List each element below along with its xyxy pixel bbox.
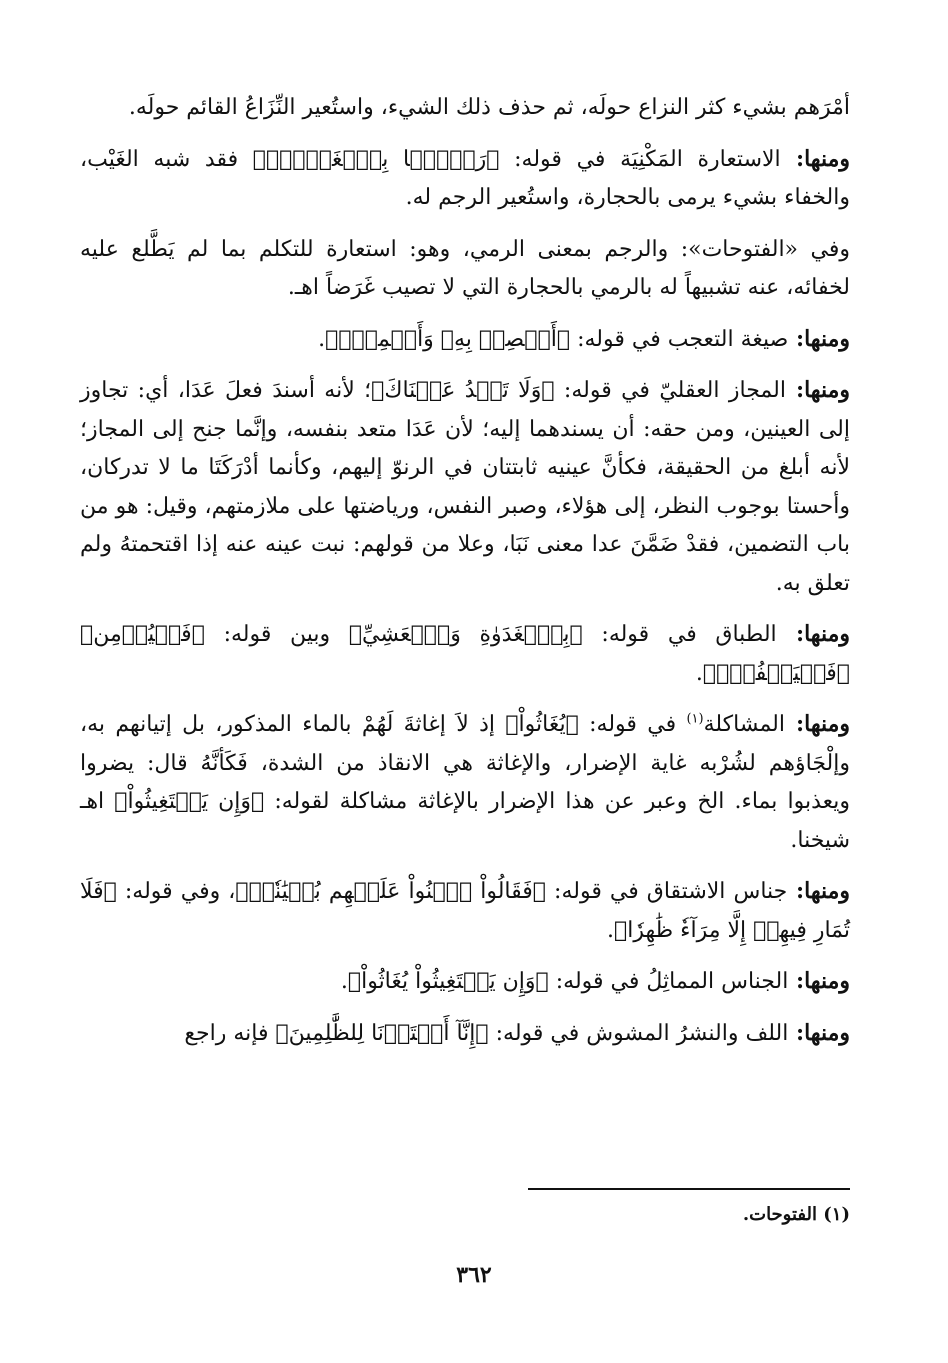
paragraph-2 [80, 140, 850, 218]
paragraph-7 [80, 705, 850, 860]
paragraph-lead: ومنها: [785, 377, 850, 403]
paragraph-9 [80, 962, 850, 1002]
page-number: ٣٦٢ [456, 1262, 492, 1288]
paragraph-text: المجاز العقليّ في قوله: ﴿وَلَا تَعۡدُ عَيۡنَاكَ﴾؛ لأنه أسندَ فعلَ عَدَا، أي: تجاوز إلى العينين، ومن حقه: أن يسندهما إليه؛ لأن عَدَا متعد بنفسه، وإنَّما جنح إلى المجاز؛ لأنه أبلغ من الحقيقة، فكأنَّ عينيه ثابتتان في الرنوّ إليهم، وكأنما أدْرَكَتَا ما لا تدركان، وأحستا بوجوب النظر، إلى هؤلاء، وصبر النفس، ورياضتها على ملازمتهم، وقيل: هو من باب التضمين، فقدْ ضَمَّنَ عدا معنى نَبَا، وعلا من قولهم: نبت عينه عنه إذا اقتحمتهُ ولم تعلق به. [80, 378, 850, 596]
paragraph-text: وفي «الفتوحات»: والرجم بمعنى الرمي، وهو: استعارة للتكلم بما لم يَطَّلع عليه لخفائه، عنه تشبيهاً له بالرمي بالحجارة التي لا تصيب غَرَضاً اهـ. [80, 236, 850, 300]
paragraph-1 [80, 88, 850, 128]
footnote: (١) الفتوحات. [742, 1204, 850, 1225]
paragraph-6 [80, 615, 850, 693]
paragraph-4 [80, 320, 850, 360]
paragraph-text: الاستعارة المَكْنِيَة في قوله: ﴿رَجۡمَۢا بِٱلۡغَيۡبِۖ﴾ فقد شبه الغَيْب، والخفاء بشيء يرمى بالحجارة، واستُعير الرجم له. [80, 146, 850, 210]
paragraph-10 [80, 1014, 850, 1054]
paragraph-lead: ومنها: [788, 325, 850, 352]
paragraph-lead: ومنها: [780, 145, 850, 172]
paragraph-text: المشاكلة [703, 712, 785, 737]
body-text [80, 88, 850, 1065]
paragraph-lead: ومنها: [788, 1019, 850, 1046]
paragraph-5 [80, 371, 850, 603]
paragraph-lead: ومنها: [788, 968, 850, 994]
paragraph-text: الطباق في قوله: ﴿بِٱلۡغَدَوٰةِ وَٱلۡعَشِيِّ﴾ وبين قوله: ﴿فَلۡيُؤۡمِن﴾ ﴿فَلۡيَكۡفُرۡۚ﴾. [80, 622, 850, 686]
footnote-reference: (١) [686, 711, 704, 727]
paragraph-text: جناس الاشتقاق في قوله: ﴿فَقَالُواْ ٱبۡنُواْ عَلَيۡهِم بُنۡيَٰنٗاۖ﴾، وفي قوله: ﴿فَلَا تُمَارِ فِيهِمۡ إِلَّا مِرَآءٗ ظَٰهِرٗا﴾. [80, 879, 850, 943]
paragraph-text: اللف والنشرُ المشوش في قوله: ﴿إِنَّآ أَعۡتَدۡنَا لِلظَّٰلِمِينَ﴾ فإنه راجع [184, 1020, 789, 1046]
paragraph-lead: ومنها: [785, 711, 851, 737]
paragraph-text: صيغة التعجب في قوله: ﴿أَبۡصِرۡ بِهِۦ وَأَسۡمِعۡۚ﴾. [318, 326, 789, 352]
paragraph-8 [80, 872, 850, 950]
paragraph-text: أمْرَهم بشيء كثر النزاع حولَه، ثم حذف ذلك الشيء، واستُعير النِّزَاعُ القائم حولَه. [128, 95, 850, 120]
paragraph-text: الجناس المماثِلُ في قوله: ﴿وَإِن يَسۡتَغِيثُواْ يُغَاثُواْ﴾. [340, 969, 789, 994]
paragraph-text-continued: في قوله: ﴿يُغَاثُواْ﴾ إذ لاَ إغاثةَ لَهُمْ بالماء المذكور، بل إتيانهم به، وإلْجَاؤهم لشُرْبه غاية الإضرار، والإغاثة هي الانقاذ من الشدة، فَكَأنَّهُ قال: يضروا ويعذبوا بماء. الخ وعبر عن هذا الإضرار بالإغاثة مشاكلة لقوله: ﴿وَإِن يَسۡتَغِيثُواْ﴾ اهـ شيخنا. [80, 712, 850, 853]
paragraph-lead: ومنها: [787, 878, 851, 904]
paragraph-3 [80, 230, 850, 308]
footnote-divider [528, 1188, 850, 1190]
paragraph-lead: ومنها: [776, 621, 850, 647]
